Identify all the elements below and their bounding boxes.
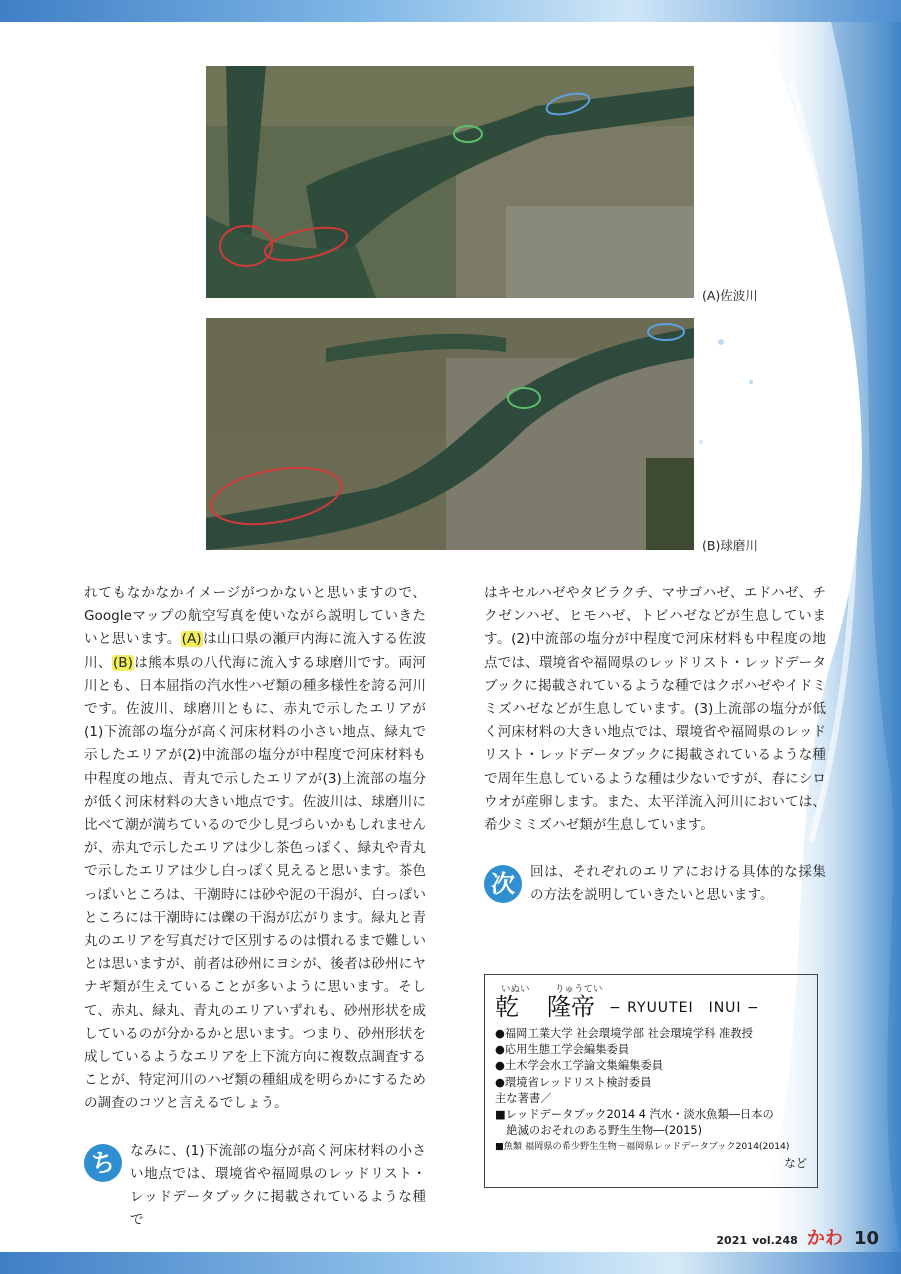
caption-photo-b: (B)球磨川 bbox=[702, 538, 758, 553]
top-decorative-band bbox=[0, 0, 901, 22]
profile-item: ●土木学会水工学論文集編集委員 bbox=[495, 1059, 664, 1073]
page-number: 10 bbox=[853, 1228, 879, 1249]
profile-details bbox=[495, 1026, 807, 1172]
bottom-decorative-band bbox=[0, 1252, 901, 1274]
given-name: 隆帝 bbox=[547, 993, 595, 1021]
profile-item: ●応用生態工学会編集委員 bbox=[495, 1043, 630, 1057]
profile-item: ●福岡工業大学 社会環境学部 社会環境学科 准教授 bbox=[495, 1027, 753, 1040]
page-footer bbox=[716, 1224, 879, 1250]
right-paragraph-1: はキセルハゼやタビラクチ、マサゴハゼ、エドハゼ、チクゼンハゼ、ヒモハゼ、トビハゼなどが生息しています。(2)中流部の塩分が中程度で河床材料も中程度の地点では、環境省や福岡県のレッドリスト・レッドデータブックに掲載されているような種ではクボハゼやイドミミズハゼなどが生息しています。(3)上流部の塩分が低く河床材料の大きい地点では、環境省や福岡県のレッドリスト・レッドデータブックに掲載されているような種で周年生息しているような種は少ないですが、春にシロウオが産卵します。また、太平洋流入河川においては、希少ミミズハゼ類が生息しています。 bbox=[484, 585, 826, 834]
aerial-photo-kumagawa bbox=[206, 318, 694, 550]
etc-label: など bbox=[784, 1156, 807, 1170]
paragraph-text: 回は、それぞれのエリアにおける具体的な採集の方法を説明していきたいと思います。 bbox=[530, 864, 826, 904]
footer-volume: vol.248 bbox=[752, 1234, 798, 1247]
text-segment: は熊本県の八代海に流入する球磨川です。両河川とも、日本屈指の汽水性ハゼ類の種多様性を誇る河川です。佐波川、球磨川ともに、赤丸で示したエリアが(1)下流部の塩分が高く河床材料の小さい地点、緑丸で示したエリアが(2)中流部の塩分が中程度で河床材料も中程度の地点、青丸で示したエリアが(3)上流部の塩分が低く河床材料の大きい地点です。佐波川は、球磨川に比べて潮が満ちているので少し見づらいかもしれませんが、赤丸で示したエリアは少し茶色っぽく、緑丸や青丸で示したエリアは少し白っぽく見えると思います。茶色っぽいところは、干潮時には砂や泥の干潟が、白っぽいところには干潮時には礫の干潟が広がります。緑丸と青丸のエリアを写真だけで区別するのは慣れるまで難しいとは思いますが、前者は砂州にヨシが、後者は砂州にヤナギ類が生えていることが多いように思います。そして、赤丸、緑丸、青丸のエリアいずれも、砂州形状を成しているのが分かるかと思います。つまり、砂州形状を成しているようなエリアを上下流方向に複数点調査することが、特定河川のハゼ類の種組成を明らかにするための調査のコツと言えるでしょう。 bbox=[84, 654, 427, 1112]
surname: 乾 bbox=[495, 993, 519, 1021]
work-item: ■レッドデータブック2014 4 汽水・淡水魚類―日本の bbox=[495, 1108, 774, 1122]
work-item: ■魚類 福岡県の希少野生生物－福岡県レッドデータブック2014(2014) bbox=[495, 1141, 790, 1153]
caption-photo-a: (A)佐波川 bbox=[702, 288, 758, 303]
right-paragraph-2 bbox=[484, 861, 826, 907]
ruby-given: りゅうてい bbox=[555, 984, 603, 995]
profile-item: ●環境省レッドリスト検討委員 bbox=[495, 1075, 652, 1089]
name-ruby bbox=[495, 979, 807, 993]
left-text-column bbox=[84, 582, 426, 1232]
left-paragraph-2 bbox=[84, 1140, 426, 1233]
work-item: 絶滅のおそれのある野生生物―(2015) bbox=[495, 1124, 703, 1138]
text-segment: れてもなかなかイメージがつかないと思いますので、Googleマップの航空写真を使いながら説明していきたいと思います。 bbox=[84, 585, 426, 648]
romanized-name: − RYUUTEI INUI − bbox=[609, 1000, 760, 1016]
right-text-column bbox=[484, 582, 826, 908]
author-name bbox=[495, 993, 807, 1022]
paragraph-text: なみに、(1)下流部の塩分が高く河床材料の小さい地点では、環境省や福岡県のレッドリスト・レッドデータブックに掲載されているような種で bbox=[130, 1142, 426, 1229]
highlight-mark-b: (B) bbox=[112, 654, 133, 671]
left-paragraph-1 bbox=[84, 582, 426, 1116]
highlight-mark-a: (A) bbox=[181, 631, 202, 648]
author-profile-box bbox=[484, 974, 818, 1188]
drop-cap-chi: ち bbox=[84, 1144, 122, 1182]
aerial-photo-sabagawa bbox=[206, 66, 694, 298]
works-label: 主な著書／ bbox=[495, 1091, 552, 1105]
text-segment: は山口県の瀬戸内海に流入する佐波川、 bbox=[84, 631, 427, 671]
drop-cap-tsugi: 次 bbox=[484, 865, 522, 903]
footer-year: 2021 bbox=[716, 1234, 748, 1247]
magazine-logo: かわ bbox=[806, 1228, 843, 1249]
ruby-surname: いぬい bbox=[501, 984, 530, 995]
